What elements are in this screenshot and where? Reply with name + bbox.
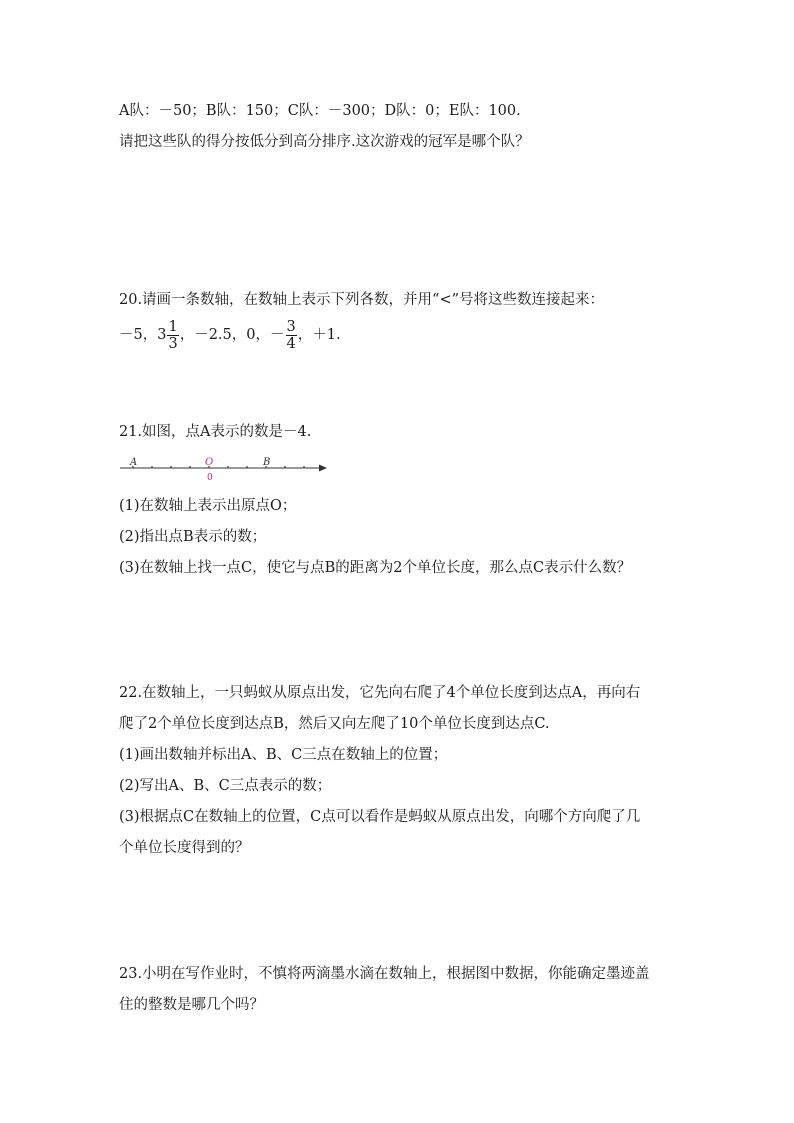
q19-data-line: A队：－50；B队：150；C队：－300；D队：0；E队：100. xyxy=(119,103,521,119)
q22-prompt-line-2: 爬了2个单位长度到达点B，然后又向左爬了10个单位长度到达点C. xyxy=(119,716,550,732)
fraction-denominator: 3 xyxy=(168,335,178,352)
fraction-numerator: 1 xyxy=(168,318,178,335)
q19-question: 请把这些队的得分按低分到高分排序.这次游戏的冠军是哪个队？ xyxy=(119,134,530,150)
q20-text-1: －5， xyxy=(119,327,158,343)
q20-fraction-2 xyxy=(286,319,297,352)
q23-prompt-line-1: 23.小明在写作业时，不慎将两滴墨水滴在数轴上，根据图中数据，你能确定墨迹盖 xyxy=(119,966,650,982)
number-line-arrow-icon xyxy=(319,465,327,472)
q20-text-3: ，＋1. xyxy=(297,327,341,343)
q21-item-1: (1)在数轴上表示出原点O； xyxy=(119,498,297,514)
point-a-label: A xyxy=(130,457,138,468)
q20-fraction-1 xyxy=(167,319,178,352)
fraction-numerator: 3 xyxy=(286,318,296,335)
q22-item-1: (1)画出数轴并标出A、B、C三点在数轴上的位置； xyxy=(119,747,448,763)
q20-text-2: ，－2.5，0，－ xyxy=(179,327,285,343)
fraction-denominator: 4 xyxy=(286,335,296,352)
q21-item-3: (3)在数轴上找一点C，使它与点B的距离为2个单位长度，那么点C表示什么数？ xyxy=(119,560,632,576)
point-o-label: O xyxy=(205,457,214,468)
q22-item-3-cont: 个单位长度得到的？ xyxy=(119,840,250,856)
q20-numbers xyxy=(119,313,341,357)
q21-prompt: 21.如图，点A表示的数是－4. xyxy=(119,424,312,440)
q21-number-line-figure xyxy=(119,455,329,485)
q22-item-3: (3)根据点C在数轴上的位置，C点可以看作是蚂蚁从原点出发，向哪个方向爬了几 xyxy=(119,809,641,825)
point-b-label: B xyxy=(263,457,271,468)
q20-mixed-whole: 3 xyxy=(157,327,167,343)
q20-prompt: 20.请画一条数轴，在数轴上表示下列各数，并用“<”号将这些数连接起来： xyxy=(119,292,605,308)
zero-label: 0 xyxy=(207,473,213,483)
q22-prompt-line-1: 22.在数轴上，一只蚂蚁从原点出发，它先向右爬了4个单位长度到达点A，再向右 xyxy=(119,685,641,701)
q23-prompt-line-2: 住的整数是哪几个吗？ xyxy=(119,997,264,1013)
q22-item-2: (2)写出A、B、C三点表示的数； xyxy=(119,778,332,794)
q21-item-2: (2)指出点B表示的数； xyxy=(119,529,267,545)
